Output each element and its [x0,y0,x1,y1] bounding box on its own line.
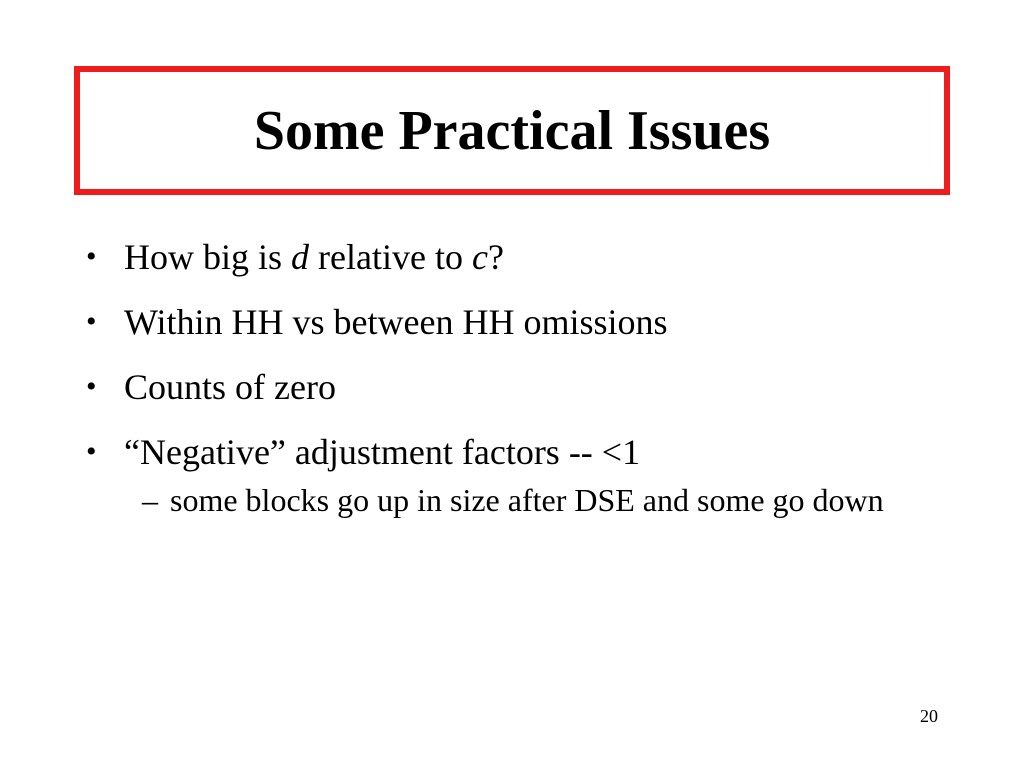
bullet-marker: • [86,240,97,273]
bullet-marker: • [86,305,97,338]
bullet-list [86,235,946,520]
bullet-marker: • [86,370,97,403]
page-number: 20 [920,706,938,726]
bullet-text: “Negative” adjustment factors -- <1 [124,432,641,472]
bullet-item [86,430,946,474]
bullet-text-part: How big is [124,237,292,277]
bullet-item [86,235,946,279]
bullet-marker: • [86,435,97,468]
bullet-text: Within HH vs between HH omissions [124,302,668,342]
sub-bullet-item [86,480,910,520]
sub-bullet-list [86,480,946,520]
bullet-text-part: relative to [309,237,472,277]
sub-bullet-container [86,480,946,520]
bullet-text-part: ? [487,237,504,277]
title-box [74,66,950,195]
slide-title: Some Practical Issues [253,99,771,162]
sub-bullet-text: some blocks go up in size after DSE and some go down [170,482,884,518]
bullet-item [86,300,946,344]
bullet-text: Counts of zero [124,367,336,407]
sub-bullet-marker: – [142,482,158,518]
variable-c: c [471,237,488,277]
bullet-item [86,365,946,409]
variable-d: d [291,237,310,277]
